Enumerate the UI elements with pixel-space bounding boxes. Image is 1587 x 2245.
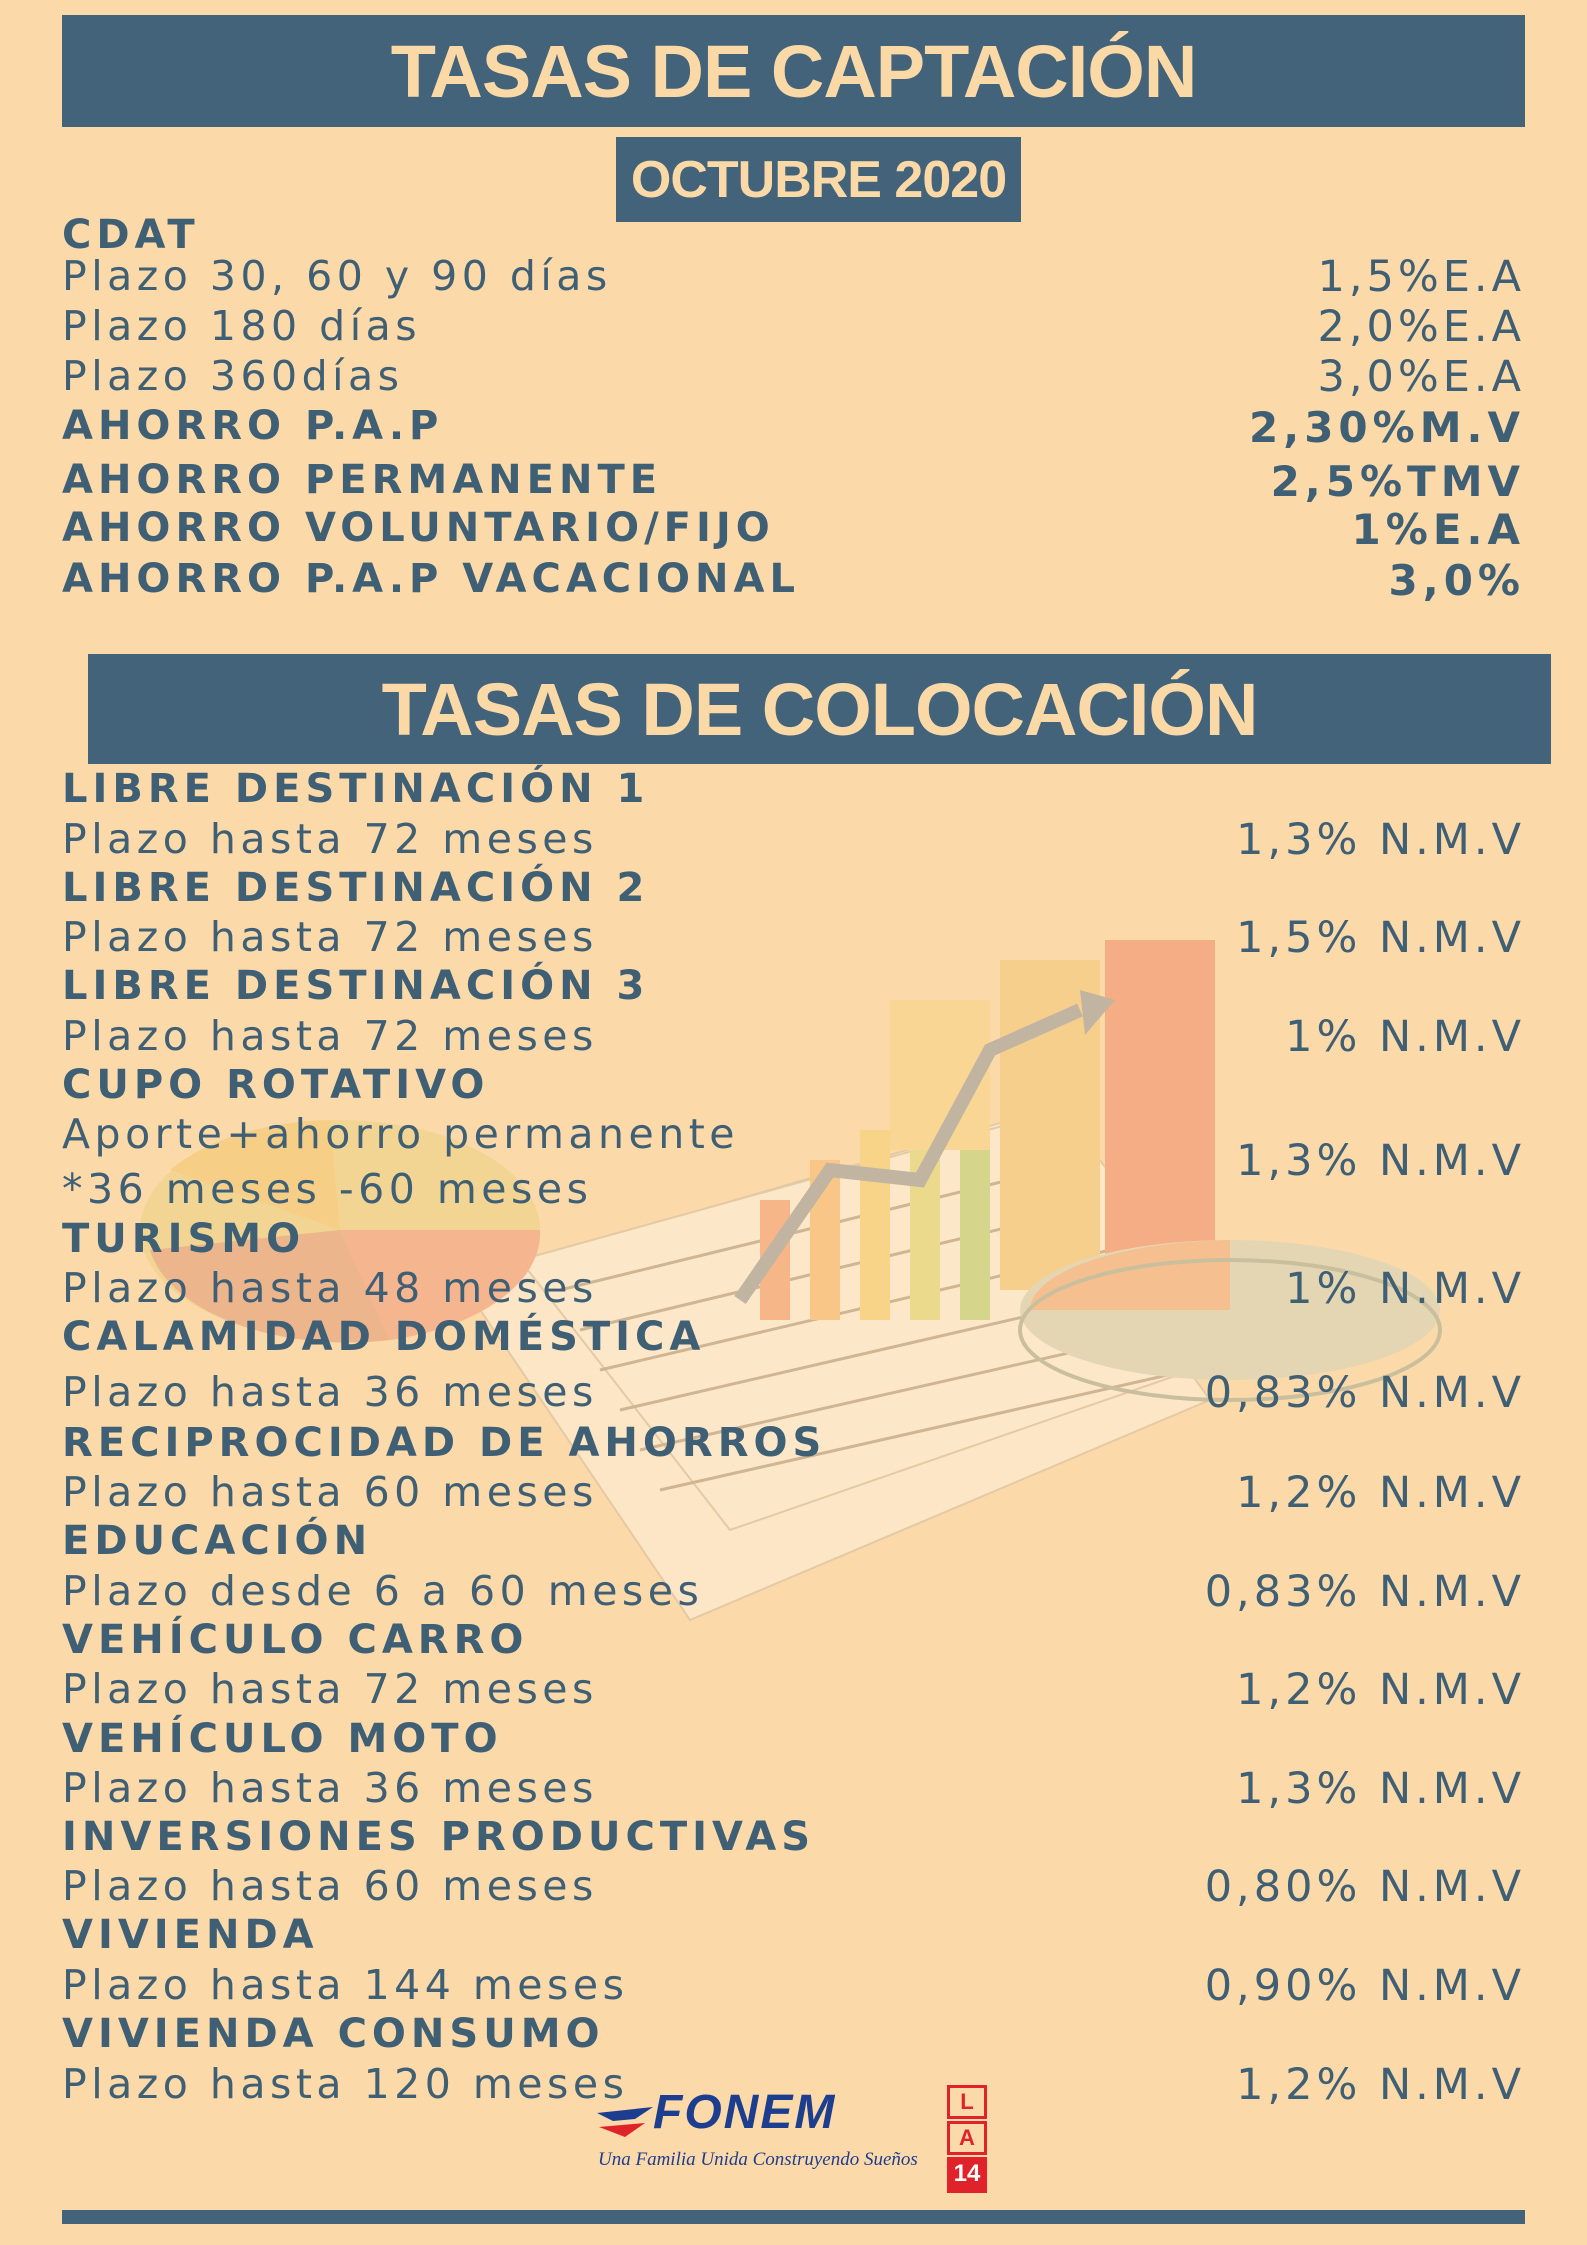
- loan-heading-row: [62, 963, 1525, 1009]
- loan-detail-row: [62, 1368, 1525, 1418]
- loan-heading: RECIPROCIDAD DE AHORROS: [62, 1420, 827, 1466]
- footer-rule: [62, 2210, 1525, 2224]
- loan-heading: CALAMIDAD DOMÉSTICA: [62, 1314, 706, 1360]
- loan-heading-row: [62, 1814, 1525, 1860]
- ahorro-row: [62, 403, 1525, 452]
- loan-heading-row: [62, 1216, 1525, 1262]
- ahorro-value: 2,30%M.V: [1249, 403, 1525, 452]
- loan-heading-row: [62, 1617, 1525, 1663]
- loan-detail-row: [62, 1012, 1525, 1062]
- loan-rate: 1% N.M.V: [1285, 1012, 1525, 1062]
- colocacion-title: TASAS DE COLOCACIÓN: [88, 654, 1551, 764]
- loan-heading-row: [62, 1912, 1525, 1958]
- cdat-heading: CDAT: [62, 212, 200, 258]
- loan-rate: 1,3% N.M.V: [1236, 1764, 1525, 1814]
- ahorro-label: AHORRO PERMANENTE: [62, 457, 663, 503]
- loan-heading: LIBRE DESTINACIÓN 3: [62, 963, 650, 1009]
- loan-heading-row: [62, 1518, 1525, 1564]
- loan-heading-row: [62, 2011, 1525, 2057]
- loan-heading: INVERSIONES PRODUCTIVAS: [62, 1814, 816, 1860]
- cdat-value: 2,0%E.A: [1317, 302, 1525, 352]
- loan-detail: Plazo hasta 72 meses: [62, 1012, 598, 1060]
- logo-text: FONEM: [653, 2086, 837, 2139]
- captacion-title: TASAS DE CAPTACIÓN: [62, 15, 1525, 127]
- ahorro-row: [62, 457, 1525, 506]
- loan-heading-row: [62, 766, 1525, 812]
- cdat-label: Plazo 180 días: [62, 302, 422, 350]
- cdat-row: [62, 252, 1525, 302]
- loan-rate: 1,2% N.M.V: [1236, 1665, 1525, 1715]
- badge-letter-l: L: [947, 2085, 987, 2119]
- loan-detail: Plazo hasta 36 meses: [62, 1368, 598, 1416]
- ahorro-value: 2,5%TMV: [1270, 457, 1525, 506]
- loan-detail: Plazo hasta 48 meses: [62, 1264, 598, 1312]
- loan-rate: 1,3% N.M.V: [1236, 1136, 1525, 1186]
- loan-rate: 1,3% N.M.V: [1236, 815, 1525, 865]
- loan-rate: 0,83% N.M.V: [1204, 1368, 1525, 1418]
- loan-heading-row: [62, 865, 1525, 911]
- badge-letter-a: A: [947, 2121, 987, 2155]
- cdat-label: Plazo 30, 60 y 90 días: [62, 252, 612, 300]
- loan-detail-row: [62, 1468, 1525, 1518]
- loan-detail: Plazo hasta 60 meses: [62, 1862, 598, 1910]
- cdat-label: Plazo 360días: [62, 352, 404, 400]
- loan-heading: VIVIENDA CONSUMO: [62, 2011, 605, 2057]
- loan-detail-row: [62, 1264, 1525, 1314]
- loan-detail-row: [62, 1665, 1525, 1715]
- loan-detail-row: [62, 1862, 1525, 1912]
- loan-rate: 1,5% N.M.V: [1236, 913, 1525, 963]
- loan-detail: Plazo desde 6 a 60 meses: [62, 1567, 704, 1615]
- loan-rate: 1,2% N.M.V: [1236, 2060, 1525, 2110]
- loan-heading: VEHÍCULO MOTO: [62, 1716, 503, 1762]
- loan-rate: 1% N.M.V: [1285, 1264, 1525, 1314]
- cdat-value: 3,0%E.A: [1317, 352, 1525, 402]
- loan-rate: 0,80% N.M.V: [1204, 1862, 1525, 1912]
- loan-detail: Plazo hasta 60 meses: [62, 1468, 598, 1516]
- loan-heading-row: [62, 1420, 1525, 1466]
- loan-detail: Plazo hasta 72 meses: [62, 815, 598, 863]
- la14-badge: [947, 2085, 989, 2185]
- loan-heading: TURISMO: [62, 1216, 306, 1262]
- loan-heading: LIBRE DESTINACIÓN 2: [62, 865, 650, 911]
- loan-rate: 1,2% N.M.V: [1236, 1468, 1525, 1518]
- loan-heading: VEHÍCULO CARRO: [62, 1617, 529, 1663]
- loan-detail: Plazo hasta 36 meses: [62, 1764, 598, 1812]
- ahorro-row: [62, 556, 1525, 605]
- fonem-logo: [595, 2085, 995, 2185]
- loan-heading: EDUCACIÓN: [62, 1518, 373, 1564]
- loan-detail: *36 meses -60 meses: [62, 1165, 593, 1213]
- cdat-row: [62, 302, 1525, 352]
- cdat-value: 1,5%E.A: [1317, 252, 1525, 302]
- ahorro-value: 1%E.A: [1351, 505, 1525, 554]
- logo-swoosh-icon: [595, 2105, 655, 2141]
- loan-detail-row: [62, 913, 1525, 963]
- month-badge: OCTUBRE 2020: [616, 137, 1021, 222]
- loan-detail-row: [62, 815, 1525, 865]
- loan-detail-row: [62, 1961, 1525, 2011]
- loan-heading: CUPO ROTATIVO: [62, 1062, 490, 1108]
- loan-heading-row: [62, 1314, 1525, 1360]
- loan-heading: VIVIENDA: [62, 1912, 319, 1958]
- loan-detail: Plazo hasta 120 meses: [62, 2060, 629, 2108]
- cdat-row: [62, 352, 1525, 402]
- loan-detail: Plazo hasta 72 meses: [62, 913, 598, 961]
- ahorro-label: AHORRO P.A.P VACACIONAL: [62, 556, 800, 602]
- ahorro-row: [62, 505, 1525, 554]
- loan-detail-row: [62, 1764, 1525, 1814]
- ahorro-label: AHORRO VOLUNTARIO/FIJO: [62, 505, 775, 551]
- ahorro-value: 3,0%: [1388, 556, 1525, 605]
- ahorro-label: AHORRO P.A.P: [62, 403, 444, 449]
- loan-detail: Aporte+ahorro permanente: [62, 1110, 740, 1158]
- loan-heading-row: [62, 1716, 1525, 1762]
- loan-detail: Plazo hasta 144 meses: [62, 1961, 629, 2009]
- badge-number: 14: [947, 2157, 987, 2193]
- loan-detail-row: [62, 1165, 1525, 1213]
- loan-heading-row: [62, 1062, 1525, 1108]
- loan-detail-row: [62, 1567, 1525, 1617]
- logo-tagline: Una Familia Unida Construyendo Sueños: [598, 2149, 918, 2170]
- loan-detail: Plazo hasta 72 meses: [62, 1665, 598, 1713]
- loan-rate: 0,90% N.M.V: [1204, 1961, 1525, 2011]
- loan-heading: LIBRE DESTINACIÓN 1: [62, 766, 650, 812]
- loan-rate: 0,83% N.M.V: [1204, 1567, 1525, 1617]
